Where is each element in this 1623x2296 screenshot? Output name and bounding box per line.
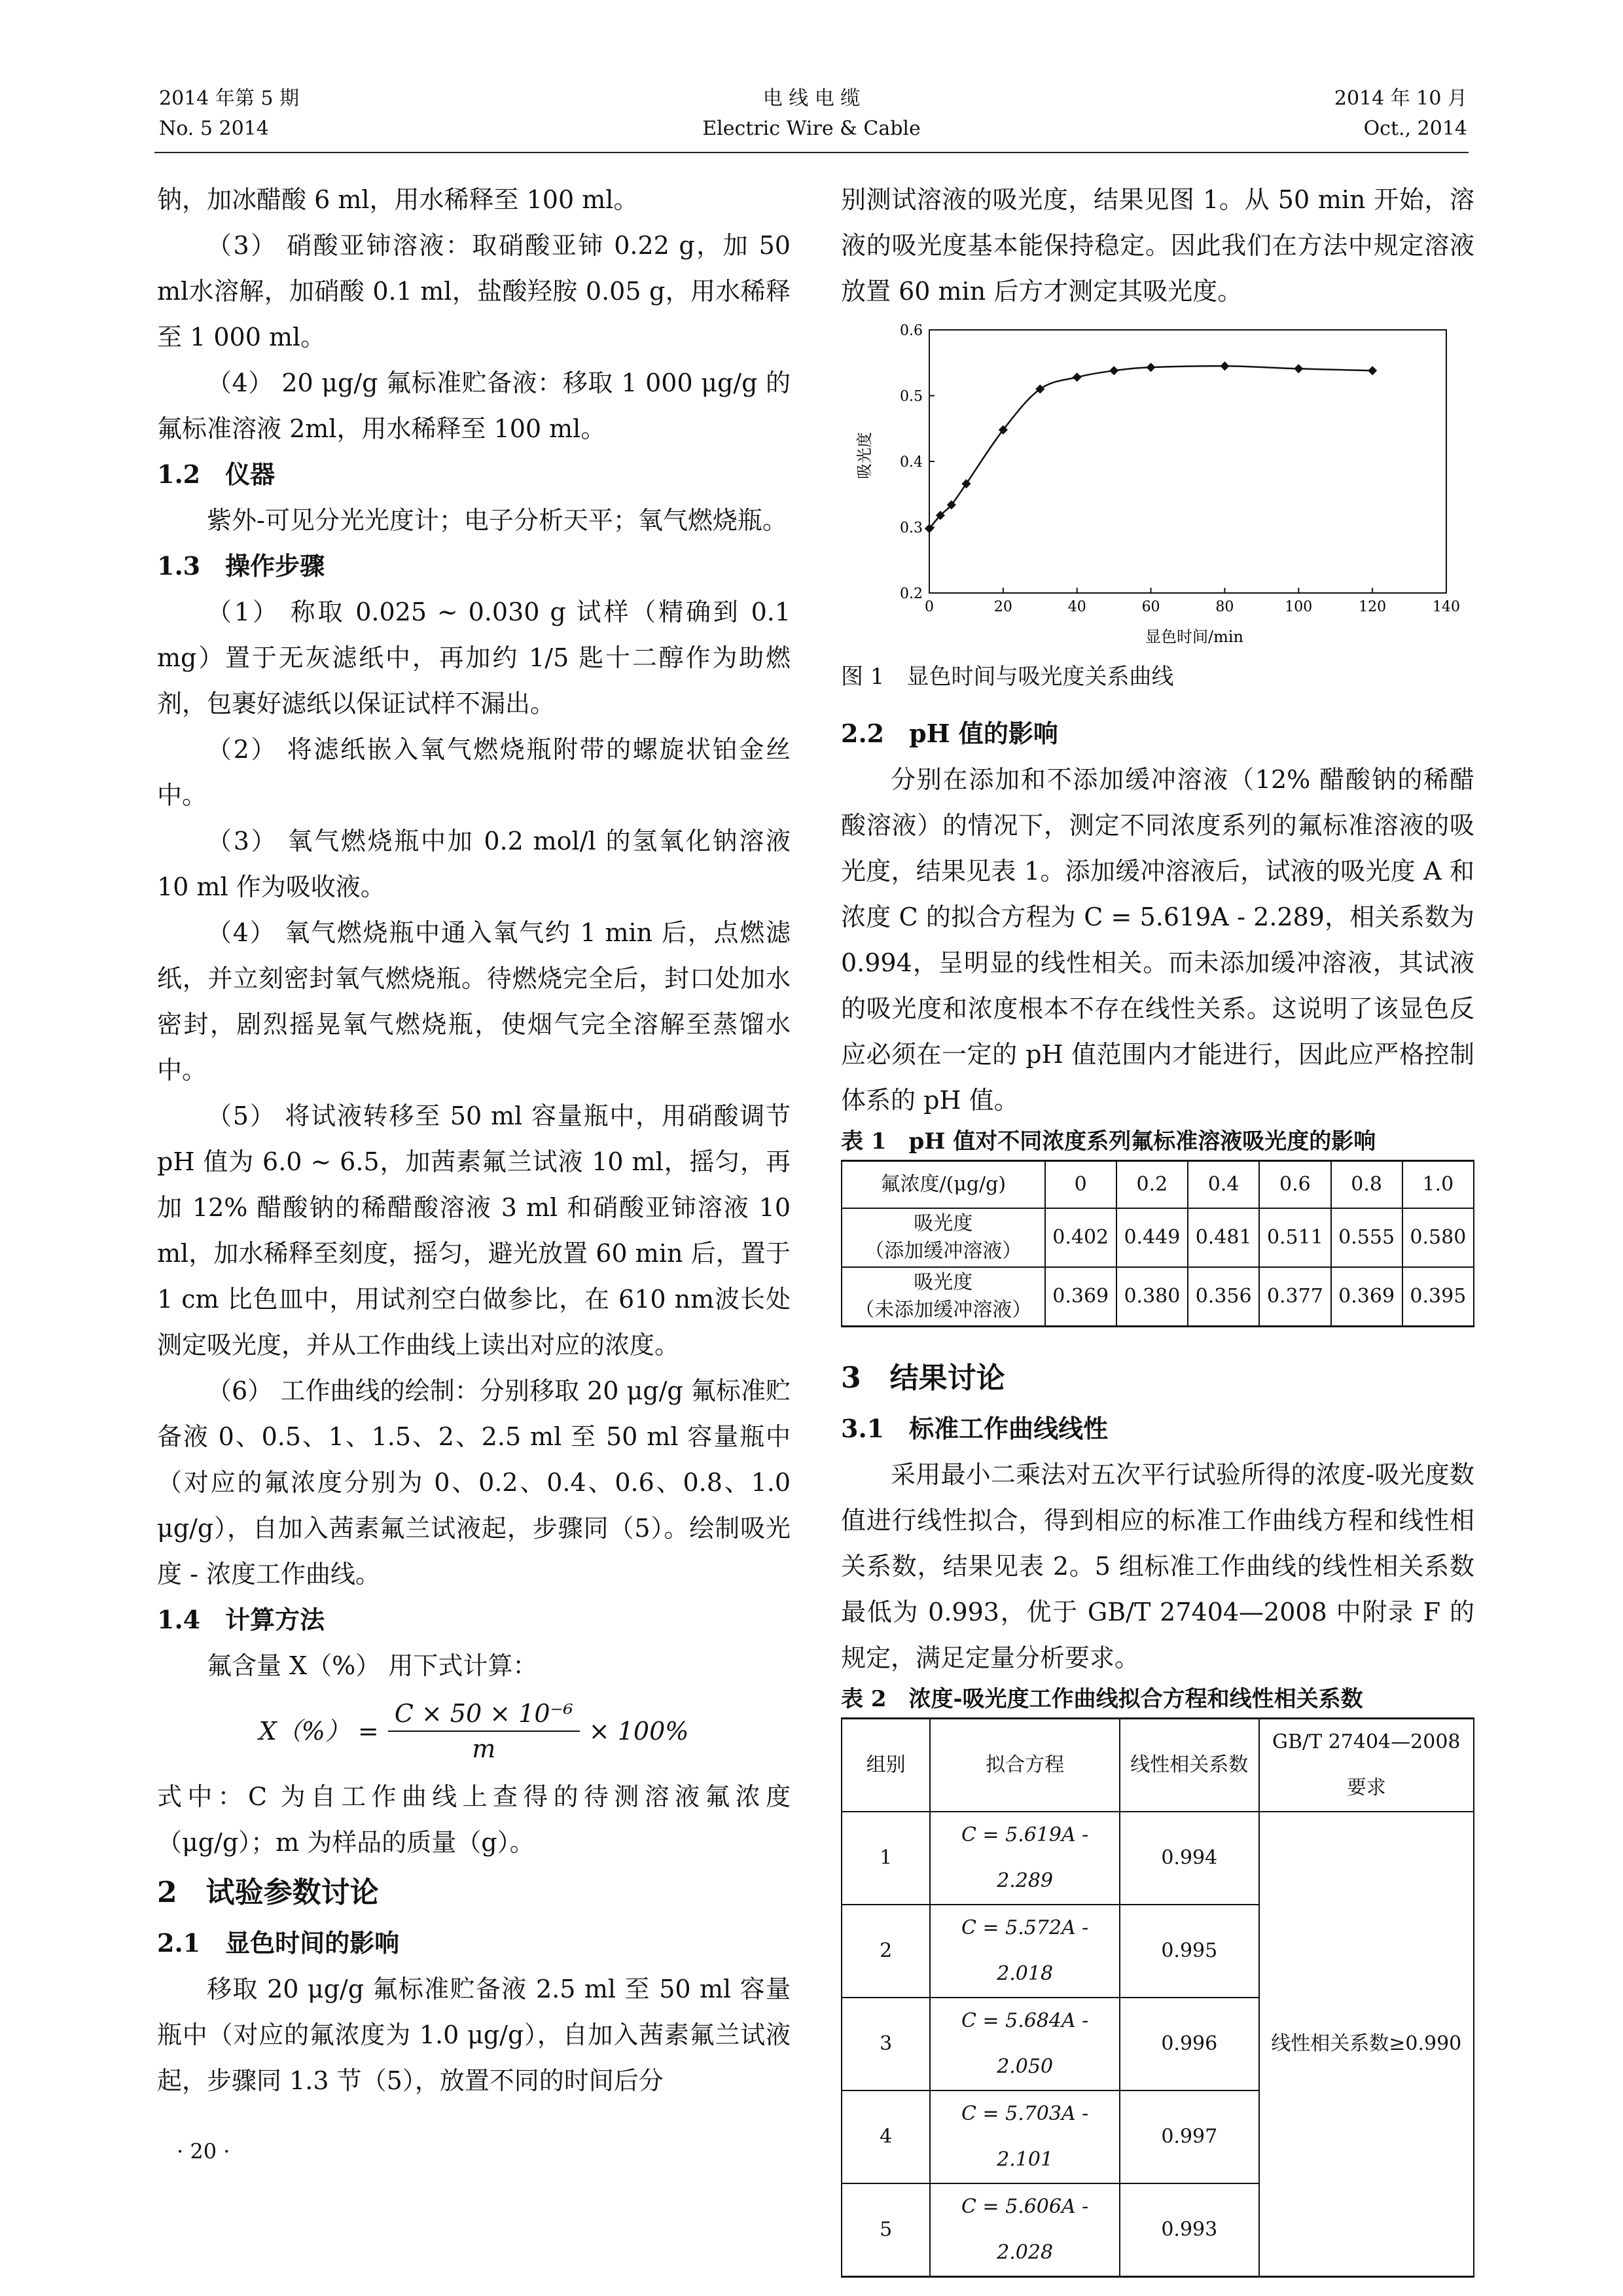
x-tick-label: 120 <box>1359 599 1387 615</box>
section-heading: 2.1 显色时间的影响 <box>157 1928 400 1958</box>
table-1 <box>841 1160 1474 1327</box>
y-tick-label: 0.3 <box>900 520 923 537</box>
chart-points <box>925 361 1377 533</box>
data-point <box>961 479 971 488</box>
journal-title-en: Electric Wire & Cable <box>702 117 921 140</box>
issue-cn: 2014 年第 5 期 <box>159 87 300 110</box>
x-tick-label: 20 <box>993 599 1012 615</box>
table-cell: 0.997 <box>1120 2090 1259 2183</box>
formula-rhs: × 100% <box>588 1717 689 1746</box>
table-header-cell: 拟合方程 <box>930 1718 1120 1812</box>
x-tick-label: 140 <box>1433 599 1460 615</box>
table-cell: C = 5.703A - 2.101 <box>930 2090 1120 2183</box>
date-cn: 2014 年 10 月 <box>1334 87 1467 110</box>
requirement-cell: 线性相关系数≥0.990 <box>1259 1812 1474 2277</box>
paragraph: 钠，加冰醋酸 6 ml，用水稀释至 100 ml。 <box>157 185 639 214</box>
y-tick-label: 0.4 <box>900 454 923 471</box>
table-cell: 2 <box>842 1905 930 1998</box>
formula-lhs: X（%） = <box>259 1717 379 1746</box>
table-2-caption: 表 2 浓度-吸光度工作曲线拟合方程和线性相关系数 <box>841 1685 1363 1712</box>
data-point <box>1220 361 1229 370</box>
section-heading: 1.4 计算方法 <box>157 1605 325 1634</box>
section-heading: 3.1 标准工作曲线线性 <box>841 1413 1109 1443</box>
table-cell: 0.377 <box>1259 1267 1330 1326</box>
table-row <box>842 1812 1474 1905</box>
table-cell: 0.580 <box>1402 1208 1474 1267</box>
table-cell: 0.995 <box>1120 1905 1259 1998</box>
table-1-caption: 表 1 pH 值对不同浓度系列氟标准溶液吸光度的影响 <box>841 1128 1376 1155</box>
table-cell: 0.993 <box>1120 2183 1259 2277</box>
table-cell: 5 <box>842 2183 930 2277</box>
table-cell: 0.511 <box>1259 1208 1330 1267</box>
table-cell: 1 <box>842 1812 930 1905</box>
page-number: · 20 · <box>177 2139 230 2164</box>
x-axis-label: 显色时间/min <box>1145 628 1243 646</box>
table-cell: C = 5.684A - 2.050 <box>930 1998 1120 2090</box>
table-cell: 3 <box>842 1998 930 2090</box>
header-left <box>159 84 299 144</box>
formula-numerator: C × 50 × 10⁻⁶ <box>388 1696 580 1732</box>
paragraph: （4） 氧气燃烧瓶中通入氧气约 1 min 后，点燃滤纸，并立刻密封氧气燃烧瓶。待燃烧完全后，封口处加水密封，剧烈摇晃氧气燃烧瓶，使烟气完全溶解至蒸馏水中。 <box>157 918 791 1085</box>
table-cell: 0.369 <box>1331 1267 1402 1326</box>
paragraph: （1） 称取 0.025 ~ 0.030 g 试样（精确到 0.1 mg）置于无灰滤纸中，再加约 1/5 匙十二醇作为助燃剂，包裹好滤纸以保证试样不漏出。 <box>157 598 791 718</box>
figure-1-chart <box>841 318 1474 658</box>
table-cell: C = 5.619A - 2.289 <box>930 1812 1120 1905</box>
paragraph: （4） 20 μg/g 氟标准贮备液：移取 1 000 μg/g 的氟标准溶液 2ml，用水稀释至 100 ml。 <box>157 368 791 443</box>
section-heading: 2 试验参数讨论 <box>157 1876 379 1909</box>
section-heading: 3 结果讨论 <box>841 1361 1005 1395</box>
section-heading: 1.2 仪器 <box>157 459 276 489</box>
journal-title-cn: 电 线 电 缆 <box>762 87 861 110</box>
table-cell: 0.395 <box>1402 1267 1474 1326</box>
data-point <box>1147 363 1156 372</box>
paragraph: （3） 硝酸亚铈溶液：取硝酸亚铈 0.22 g，加 50 ml水溶解，加硝酸 0.1 ml，盐酸羟胺 0.05 g，用水稀释至 1 000 ml。 <box>157 231 791 351</box>
table-2 <box>841 1717 1474 2278</box>
x-tick-label: 80 <box>1215 599 1234 615</box>
table-header-cell: 线性相关系数 <box>1120 1718 1259 1812</box>
left-column <box>157 177 791 2104</box>
y-tick-label: 0.5 <box>900 388 923 405</box>
issue-en: No. 5 2014 <box>159 117 269 140</box>
header-rule <box>154 152 1469 153</box>
table-header-cell: 0.4 <box>1188 1161 1259 1209</box>
paragraph: （2） 将滤纸嵌入氧气燃烧瓶附带的螺旋状铂金丝中。 <box>157 735 791 810</box>
table-cell: 0.996 <box>1120 1998 1259 2090</box>
plot-frame <box>929 330 1446 593</box>
paragraph: （3） 氧气燃烧瓶中加 0.2 mol/l 的氢氧化钠溶液 10 ml 作为吸收液。 <box>157 827 791 901</box>
right-column <box>841 177 1474 2278</box>
formula-denominator: m <box>472 1734 496 1763</box>
table-cell: 0.994 <box>1120 1812 1259 1905</box>
chart-axes <box>929 330 1446 593</box>
formula-fraction <box>388 1696 580 1766</box>
table-header-cell: 0.8 <box>1331 1161 1402 1209</box>
table-header-cell: 组别 <box>842 1718 930 1812</box>
y-axis-label: 吸光度 <box>855 432 874 479</box>
y-tick-label: 0.6 <box>900 323 923 339</box>
row-label-line: 吸光度 <box>914 1270 973 1294</box>
date-en: Oct., 2014 <box>1363 117 1467 140</box>
table-cell: 0.481 <box>1188 1208 1259 1267</box>
row-label-line: （未添加缓冲溶液） <box>855 1298 1032 1321</box>
table-header-cell: 0.6 <box>1259 1161 1330 1209</box>
paragraph: 别测试溶液的吸光度，结果见图 1。从 50 min 开始，溶液的吸光度基本能保持稳定。因此我们在方法中规定溶液放置 60 min 后方才测定其吸光度。 <box>841 185 1474 306</box>
row-label-line: （添加缓冲溶液） <box>865 1240 1022 1263</box>
section-heading: 1.3 操作步骤 <box>157 551 325 581</box>
table-header-row <box>842 1718 1474 1812</box>
series-line <box>929 366 1372 528</box>
paragraph: 紫外-可见分光光度计；电子分析天平；氧气燃烧瓶。 <box>207 506 787 535</box>
row-label <box>842 1267 1045 1326</box>
header-right <box>1243 84 1467 144</box>
table-header-cell: 氟浓度/(μg/g) <box>842 1161 1045 1209</box>
table-header-cell: 0.2 <box>1116 1161 1188 1209</box>
paragraph: （5） 将试液转移至 50 ml 容量瓶中，用硝酸调节 pH 值为 6.0 ~ 6.5，加茜素氟兰试液 10 ml，摇匀，再加 12% 醋酸钠的稀醋酸溶液 3 ml 和硝酸亚铈溶液 10 ml，加水稀释至刻度，摇匀，避光放置 60 min 后，置于 1 cm 比色皿中，用试剂空白做参比，在 610 nm波长处测定吸光度，并从工作曲线上读出对应的浓度。 <box>157 1102 791 1359</box>
data-point <box>1294 364 1303 373</box>
paragraph: 移取 20 μg/g 氟标准贮备液 2.5 ml 至 50 ml 容量瓶中（对应的氟浓度为 1.0 μg/g），自加入茜素氟兰试液起，步骤同 1.3 节（5），放置不同的时间后分 <box>157 1975 791 2095</box>
paragraph: 氟含量 X（%） 用下式计算： <box>207 1651 538 1680</box>
row-label-line: 吸光度 <box>914 1212 973 1235</box>
table-cell: 0.356 <box>1188 1267 1259 1326</box>
table-cell: 0.380 <box>1116 1267 1188 1326</box>
section-heading: 2.2 pH 值的影响 <box>841 719 1058 748</box>
paragraph: 分别在添加和不添加缓冲溶液（12% 醋酸钠的稀醋酸溶液）的情况下，测定不同浓度系列的氟标准溶液的吸光度，结果见表 1。添加缓冲溶液后，试液的吸光度 A 和浓度 C 的拟合方程为 C = 5.619A - 2.289，相关系数为 0.994，呈明显的线性相关。而未添加缓冲溶液，其试液的吸光度和浓度根本不存在线性关系。这说明了该显色反应必须在一定的 pH 值范围内才能进行，因此应严格控制体系的 pH 值。 <box>841 765 1474 1115</box>
table-cell: 0.402 <box>1045 1208 1116 1267</box>
x-tick-label: 40 <box>1067 599 1086 615</box>
table-row <box>842 1208 1474 1267</box>
data-point <box>1109 366 1118 375</box>
table-cell: 0.449 <box>1116 1208 1188 1267</box>
x-tick-label: 100 <box>1285 599 1313 615</box>
x-tick-label: 60 <box>1141 599 1160 615</box>
row-label <box>842 1208 1045 1267</box>
table-header-cell: GB/T 27404—2008 要求 <box>1259 1718 1474 1812</box>
table-cell: C = 5.606A - 2.028 <box>930 2183 1120 2277</box>
table-cell: 0.369 <box>1045 1267 1116 1326</box>
x-tick-label: 0 <box>925 599 934 615</box>
table-header-row <box>842 1161 1474 1209</box>
figure-caption: 图 1 显色时间与吸光度关系曲线 <box>841 664 1174 690</box>
paragraph: 采用最小二乘法对五次平行试验所得的浓度-吸光度数值进行线性拟合，得到相应的标准工作曲线方程和线性相关系数，结果见表 2。5 组标准工作曲线的线性相关系数最低为 0.993，优于 GB/T 27404—2008 中附录 F 的规定，满足定量分析要求。 <box>841 1460 1474 1672</box>
table-cell: 4 <box>842 2090 930 2183</box>
table-header-cell: 0 <box>1045 1161 1116 1209</box>
formula <box>157 1689 791 1774</box>
table-cell: C = 5.572A - 2.018 <box>930 1905 1120 1998</box>
table-header-cell: 1.0 <box>1402 1161 1474 1209</box>
paragraph: （6） 工作曲线的绘制：分别移取 20 μg/g 氟标准贮备液 0、0.5、1、1.5、2、2.5 ml 至 50 ml 容量瓶中（对应的氟浓度分别为 0、0.2、0.4、0.6、0.8、1.0 μg/g），自加入茜素氟兰试液起，步骤同（5）。绘制吸光度 - 浓度工作曲线。 <box>157 1376 791 1588</box>
y-tick-label: 0.2 <box>900 586 923 602</box>
table-row <box>842 1267 1474 1326</box>
data-point <box>1073 372 1082 382</box>
paragraph: 式中：C 为自工作曲线上查得的待测溶液氟浓度（μg/g）；m 为样品的质量（g）。 <box>157 1782 791 1857</box>
table-cell: 0.555 <box>1331 1208 1402 1267</box>
header-center <box>681 84 942 144</box>
data-point <box>1368 366 1377 375</box>
